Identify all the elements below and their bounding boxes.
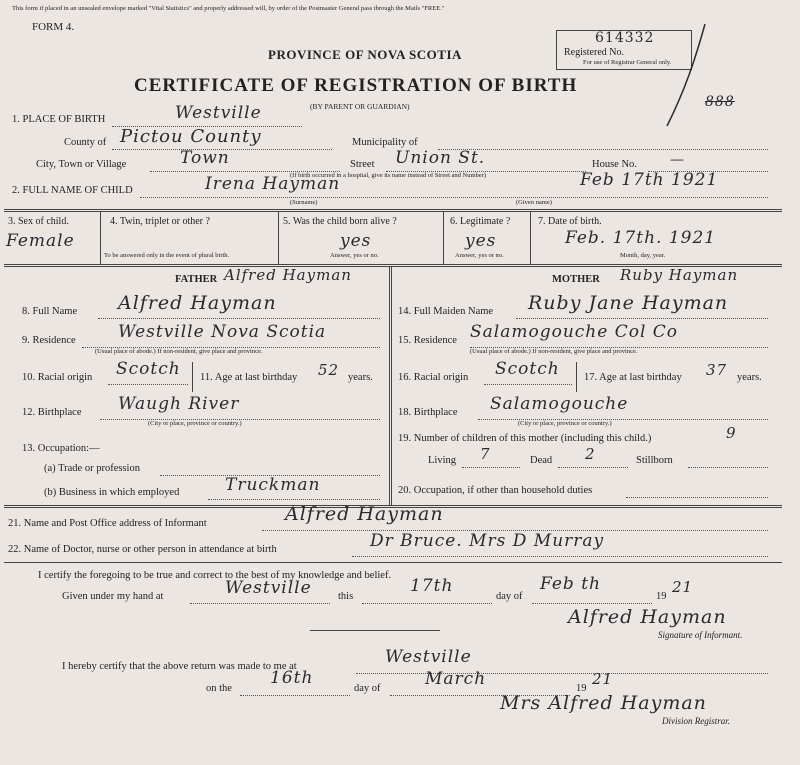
doctor-label: 22. Name of Doctor, nurse or other person in attendance at birth (8, 544, 277, 555)
given-place-value: Westville (225, 578, 312, 598)
father-residence-note: (Usual place of abode.) If non-resident, give place and province. (95, 348, 263, 355)
registrar-day-line (240, 695, 350, 696)
certify-text: I certify the foregoing to be true and correct to the best of my knowledge and belief. (38, 570, 392, 581)
living-label: Living (428, 455, 456, 466)
father-age-label: 11. Age at last birthday (200, 372, 298, 383)
house-label: House No. (592, 159, 637, 170)
mother-maiden-label: 14. Full Maiden Name (398, 306, 494, 317)
legit-value: yes (465, 231, 497, 251)
form-number: FORM 4. (32, 21, 75, 33)
dob-note: Month, day, year. (620, 252, 666, 259)
certify-month-line (532, 603, 652, 604)
twin-label: 4. Twin, triplet or other ? (110, 216, 210, 227)
registered-label: Registered No. (564, 47, 624, 58)
registrar-year-value: 21 (592, 670, 614, 688)
municipality-line (438, 149, 768, 150)
stillborn-label: Stillborn (636, 455, 673, 466)
children-value: 9 (726, 424, 737, 442)
children-label: 19. Number of children of this mother (including this child.) (398, 433, 652, 444)
postal-notice: This form if placed in an unsealed envelope marked "Vital Statistics" and properly addressed will, by order of the Postmaster General pass through the Mails "FREE." (12, 5, 445, 12)
registered-stamp: 888 (705, 94, 735, 110)
alive-value: yes (340, 231, 372, 251)
registrar-signature: Mrs Alfred Hayman (500, 692, 707, 714)
registrar-year-prefix: 19 (576, 683, 587, 694)
doctor-line (352, 556, 768, 557)
county-value: Pictou County (120, 126, 262, 147)
registrar-day-value: 16th (270, 668, 314, 688)
certify-dayof-label: day of (496, 591, 523, 602)
pen-stroke-mark (655, 20, 715, 130)
registrar-dayof-label: day of (354, 683, 381, 694)
mother-header: MOTHER (552, 274, 600, 285)
mother-occupation-label: 20. Occupation, if other than household duties (398, 485, 593, 496)
fullname-label: 2. FULL NAME OF CHILD (12, 185, 133, 196)
parents-divider (389, 267, 392, 505)
informant-value: Alfred Hayman (285, 503, 444, 525)
mother-occupation-line (626, 497, 768, 498)
dead-line (558, 467, 628, 468)
registrar-place-line (356, 673, 768, 674)
registered-number: 614332 (595, 30, 655, 46)
alive-label: 5. Was the child born alive ? (283, 216, 397, 227)
mother-age-label: 17. Age at last birthday (584, 372, 682, 383)
given-label: Given under my hand at (62, 591, 164, 602)
mother-maiden-value: Ruby Jane Hayman (528, 292, 729, 314)
house-value: — (670, 152, 685, 168)
separator-short (310, 630, 440, 631)
mother-age-value: 37 (706, 361, 728, 379)
living-line (462, 467, 520, 468)
registrar-text: I hereby certify that the above return was made to me at (62, 661, 297, 672)
twin-note: To be answered only in the event of plural birth. (104, 252, 230, 259)
father-age-divider (192, 362, 193, 392)
given-place-line (190, 603, 330, 604)
col-divider-4 (530, 212, 531, 265)
mother-header-value: Ruby Hayman (620, 266, 739, 284)
registrar-signature-label: Division Registrar. (662, 716, 731, 726)
father-business-label: (b) Business in which employed (44, 487, 180, 498)
province-heading: PROVINCE OF NOVA SCOTIA (268, 47, 462, 62)
father-header-value: Alfred Hayman (224, 266, 352, 284)
registrar-place-value: Westville (385, 647, 472, 667)
sex-value: Female (6, 231, 75, 251)
mother-racial-label: 16. Racial origin (398, 372, 469, 383)
certify-this-label: this (338, 591, 354, 602)
father-trade-label: (a) Trade or profession (44, 463, 140, 474)
father-header: FATHER (175, 274, 218, 285)
certify-year-prefix: 19 (656, 591, 667, 602)
col-divider-1 (100, 212, 101, 265)
father-birthplace-label: 12. Birthplace (22, 407, 82, 418)
doctor-value: Dr Bruce. Mrs D Murray (370, 531, 605, 551)
fullname-date: Feb 17th 1921 (580, 170, 719, 190)
father-fullname-label: 8. Full Name (22, 306, 78, 317)
father-racial-value: Scotch (116, 359, 181, 379)
living-value: 7 (480, 445, 491, 463)
mother-racial-line (484, 384, 572, 385)
informant-signature: Alfred Hayman (568, 606, 727, 628)
father-business-value: Truckman (225, 475, 321, 495)
mother-age-divider (576, 362, 577, 392)
legit-note: Answer, yes or no. (455, 252, 504, 259)
informant-label: 21. Name and Post Office address of Informant (8, 518, 207, 529)
mother-age-unit: years. (737, 372, 762, 383)
mother-birthplace-label: 18. Birthplace (398, 407, 458, 418)
alive-note: Answer, yes or no. (330, 252, 379, 259)
father-occupation-label: 13. Occupation:— (22, 443, 100, 454)
certify-month-value: Feb th (540, 574, 601, 594)
stillborn-line (688, 467, 768, 468)
dob-label: 7. Date of birth. (538, 216, 602, 227)
father-business-line (208, 499, 380, 500)
sex-label: 3. Sex of child. (8, 216, 69, 227)
mother-residence-value: Salamogouche Col Co (470, 322, 679, 342)
certify-day-value: 17th (410, 576, 454, 596)
dob-value: Feb. 17th. 1921 (565, 228, 717, 248)
registrar-note: For use of Registrar General only. (583, 59, 672, 66)
father-age-unit: years. (348, 372, 373, 383)
divider-top (4, 209, 782, 212)
certificate-title: CERTIFICATE OF REGISTRATION OF BIRTH (134, 75, 578, 96)
given-name-note: (Given name) (516, 199, 552, 206)
mother-birthplace-value: Salamogouche (490, 394, 629, 414)
street-value: Union St. (395, 148, 486, 168)
certify-day-line (362, 603, 492, 604)
informant-signature-label: Signature of Informant. (658, 630, 743, 640)
surname-note: (Surname) (290, 199, 318, 206)
father-age-value: 52 (318, 361, 340, 379)
father-fullname-line (98, 318, 380, 319)
street-label: Street (350, 159, 375, 170)
city-label: City, Town or Village (36, 159, 127, 170)
mother-residence-label: 15. Residence (398, 335, 457, 346)
col-divider-3 (443, 212, 444, 265)
hospital-note: (If birth occurred in a hospital, give its name instead of Street and Number) (290, 172, 487, 179)
fullname-line (140, 197, 768, 198)
fullname-value: Irena Hayman (205, 174, 341, 194)
father-birthplace-value: Waugh River (118, 394, 240, 414)
mother-birthplace-note: (City or place, province or country.) (518, 420, 612, 427)
legit-label: 6. Legitimate ? (450, 216, 511, 227)
father-racial-label: 10. Racial origin (22, 372, 93, 383)
dead-label: Dead (530, 455, 553, 466)
place-of-birth-value: Westville (175, 103, 262, 123)
dead-value: 2 (585, 445, 596, 463)
registrar-month-value: March (425, 669, 487, 689)
county-label: County of (64, 137, 107, 148)
city-value: Town (180, 148, 230, 168)
divider-certify (4, 562, 782, 563)
certify-year-value: 21 (672, 578, 694, 596)
father-residence-value: Westville Nova Scotia (118, 322, 327, 342)
mother-residence-note: (Usual place of abode.) If non-resident, give place and province. (470, 348, 638, 355)
mother-racial-value: Scotch (495, 359, 560, 379)
father-residence-label: 9. Residence (22, 335, 76, 346)
certificate-subtitle: (BY PARENT OR GUARDIAN) (310, 102, 410, 111)
col-divider-2 (278, 212, 279, 265)
registrar-on-label: on the (206, 683, 232, 694)
place-of-birth-label: 1. PLACE OF BIRTH (12, 114, 106, 125)
father-birthplace-note: (City or place, province or country.) (148, 420, 242, 427)
mother-maiden-line (516, 318, 768, 319)
father-racial-line (108, 384, 188, 385)
municipality-label: Municipality of (352, 137, 418, 148)
father-fullname-value: Alfred Hayman (118, 292, 277, 314)
